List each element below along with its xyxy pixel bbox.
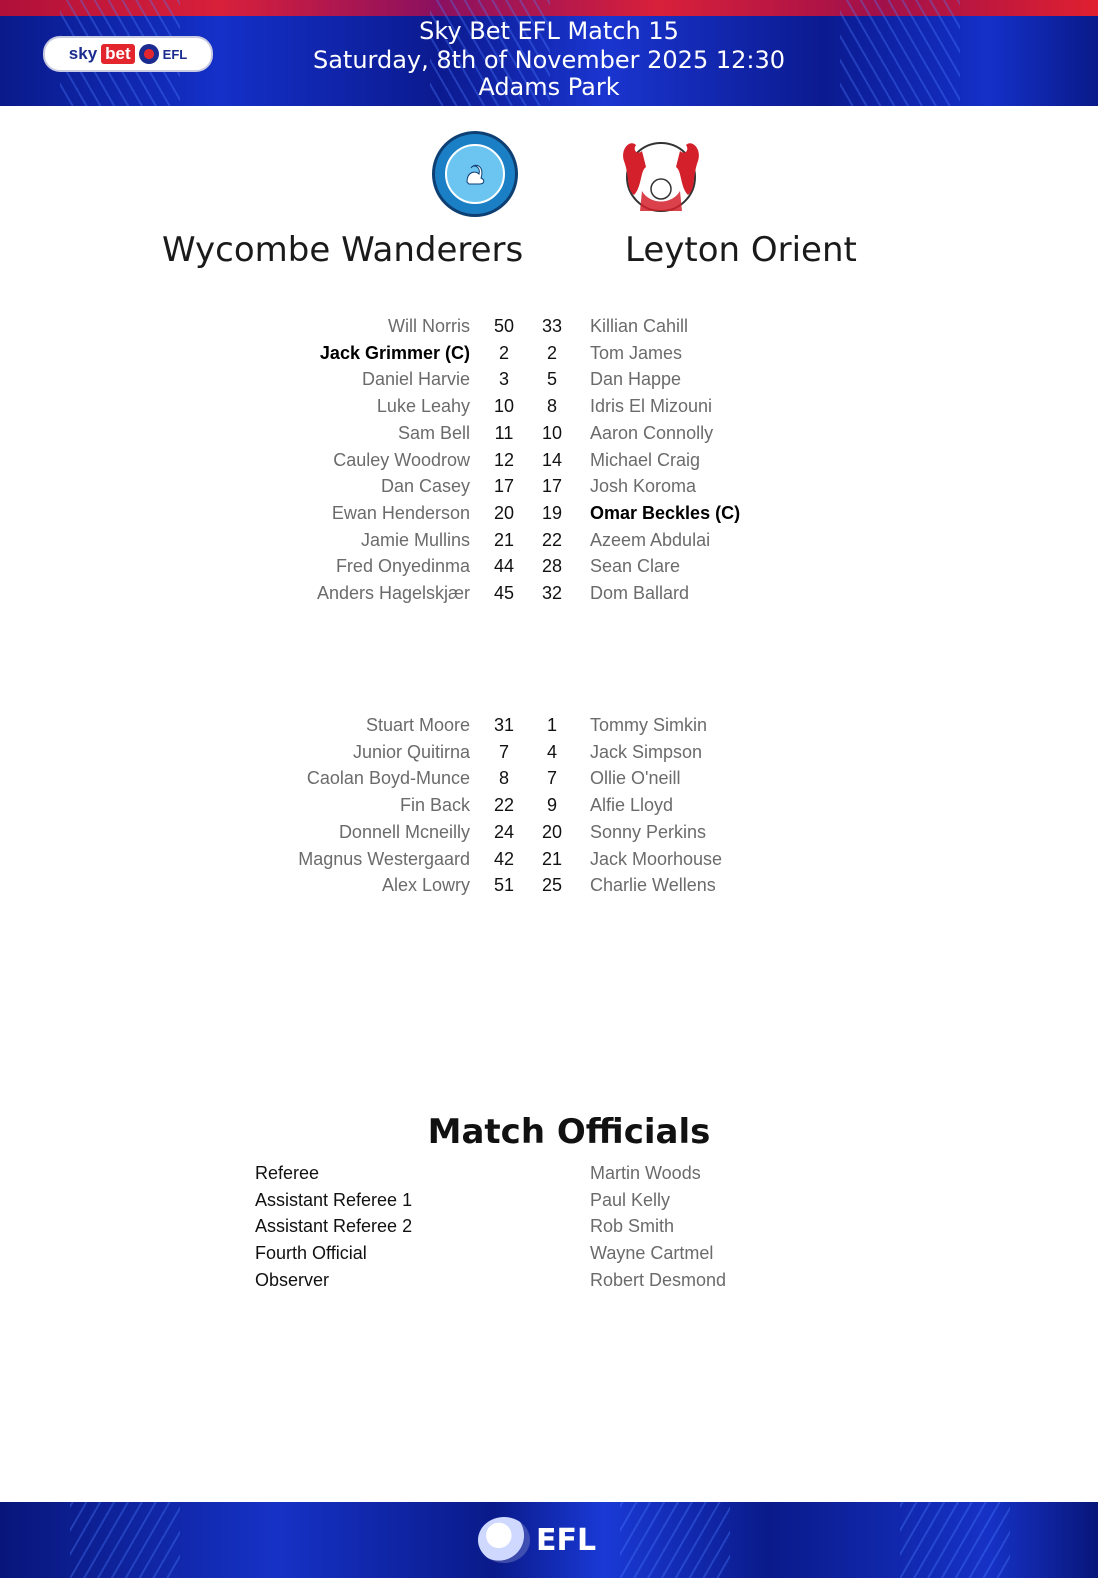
home-player-name: Dan Casey xyxy=(380,476,470,497)
away-player-name: Omar Beckles (C) xyxy=(590,502,741,523)
home-player-name: Jack Grimmer (C) xyxy=(319,342,470,363)
away-player-number: 9 xyxy=(546,795,557,816)
away-player-number: 25 xyxy=(541,875,563,896)
away-player-name: Dan Happe xyxy=(590,369,682,390)
official-row xyxy=(0,1213,1098,1239)
away-player-name: Michael Craig xyxy=(590,449,701,470)
official-role: Fourth Official xyxy=(255,1243,367,1264)
away-player-name: Charlie Wellens xyxy=(590,875,716,896)
home-player-name: Alex Lowry xyxy=(381,875,470,896)
home-player-number: 21 xyxy=(493,529,515,550)
official-name: Paul Kelly xyxy=(590,1189,671,1210)
away-player-name: Ollie O'neill xyxy=(590,768,681,789)
swan-icon xyxy=(445,144,505,204)
away-player-name: Josh Koroma xyxy=(590,476,697,497)
away-team-name: Leyton Orient xyxy=(625,230,857,270)
home-player-name: Cauley Woodrow xyxy=(333,449,470,470)
official-name: Wayne Cartmel xyxy=(590,1243,714,1264)
away-player-number: 2 xyxy=(546,342,557,363)
home-player-name: Jamie Mullins xyxy=(360,529,470,550)
home-player-name: Daniel Harvie xyxy=(361,369,470,390)
lineup-row xyxy=(0,393,1098,419)
lineup-row xyxy=(0,819,1098,845)
lineup-row xyxy=(0,500,1098,526)
sponsor-efl-text: EFL xyxy=(162,46,188,62)
away-player-number: 32 xyxy=(541,583,563,603)
home-player-name: Stuart Moore xyxy=(365,715,470,735)
sponsor-bet-text: bet xyxy=(101,44,135,64)
leyton-orient-crest-icon xyxy=(616,131,706,219)
home-player-name: Luke Leahy xyxy=(376,396,470,417)
home-player-number: 7 xyxy=(498,741,509,762)
official-role: Assistant Referee 2 xyxy=(255,1216,413,1237)
away-player-number: 22 xyxy=(541,529,563,550)
match-venue: Adams Park xyxy=(478,73,620,101)
home-player-name: Magnus Westergaard xyxy=(298,848,470,869)
home-player-number: 17 xyxy=(493,476,515,497)
efl-ball-icon xyxy=(139,44,159,64)
home-player-name: Caolan Boyd-Munce xyxy=(306,768,470,789)
lineup-row xyxy=(0,580,1098,606)
wycombe-crest-icon xyxy=(432,131,518,217)
footer-decoration xyxy=(70,1502,180,1578)
home-player-name: Junior Quitirna xyxy=(352,741,470,762)
home-player-name: Fred Onyedinma xyxy=(335,556,470,577)
official-row xyxy=(0,1240,1098,1266)
lineup-row xyxy=(0,846,1098,872)
home-player-number: 44 xyxy=(493,556,515,577)
lineup-row xyxy=(0,366,1098,392)
home-player-number: 24 xyxy=(493,821,515,842)
home-player-number: 50 xyxy=(493,316,515,336)
lineup-row xyxy=(0,739,1098,765)
away-player-number: 17 xyxy=(541,476,563,497)
home-player-name: Donnell Mcneilly xyxy=(338,821,470,842)
official-role: Referee xyxy=(255,1163,320,1183)
efl-logo-icon xyxy=(478,1515,596,1565)
away-player-number: 4 xyxy=(546,741,557,762)
away-player-name: Tommy Simkin xyxy=(590,715,708,735)
official-row xyxy=(0,1267,1098,1293)
official-role: Observer xyxy=(255,1269,330,1290)
away-player-name: Idris El Mizouni xyxy=(590,396,713,417)
sponsor-logo xyxy=(43,36,213,72)
home-player-number: 12 xyxy=(493,449,515,470)
footer-decoration xyxy=(900,1502,1010,1578)
away-player-number: 28 xyxy=(541,556,563,577)
efl-ball-icon xyxy=(478,1517,530,1563)
lineup-row xyxy=(0,765,1098,791)
official-row xyxy=(0,1160,1098,1186)
away-player-number: 1 xyxy=(546,715,557,735)
away-player-number: 14 xyxy=(541,449,563,470)
official-row xyxy=(0,1187,1098,1213)
away-player-number: 10 xyxy=(541,422,563,443)
home-player-name: Will Norris xyxy=(388,316,470,336)
home-player-number: 45 xyxy=(493,583,515,603)
lineup-row xyxy=(0,473,1098,499)
lineup-row xyxy=(0,712,1098,738)
away-player-name: Tom James xyxy=(590,342,683,363)
away-player-name: Dom Ballard xyxy=(590,583,690,603)
official-name: Rob Smith xyxy=(590,1216,675,1237)
match-title: Sky Bet EFL Match 15 xyxy=(419,17,679,45)
away-player-name: Killian Cahill xyxy=(590,316,689,336)
officials-heading: Match Officials xyxy=(427,1112,711,1152)
lineup-row xyxy=(0,527,1098,553)
official-role: Assistant Referee 1 xyxy=(255,1189,413,1210)
lineup-row xyxy=(0,792,1098,818)
away-player-number: 20 xyxy=(541,821,563,842)
match-datetime: Saturday, 8th of November 2025 12:30 xyxy=(312,46,786,74)
home-player-number: 20 xyxy=(493,502,515,523)
away-player-number: 7 xyxy=(546,768,557,789)
lineup-row xyxy=(0,447,1098,473)
home-player-number: 22 xyxy=(493,795,515,816)
home-player-number: 31 xyxy=(493,715,515,735)
home-player-name: Fin Back xyxy=(399,795,470,816)
home-player-name: Anders Hagelskjær xyxy=(316,583,470,603)
footer-logo-text: EFL xyxy=(536,1522,597,1558)
lineup-row xyxy=(0,313,1098,339)
home-player-number: 10 xyxy=(493,396,515,417)
away-player-name: Alfie Lloyd xyxy=(590,795,674,816)
home-player-name: Sam Bell xyxy=(397,422,470,443)
away-player-name: Jack Moorhouse xyxy=(590,848,723,869)
away-player-name: Sonny Perkins xyxy=(590,821,707,842)
away-player-number: 21 xyxy=(541,848,563,869)
lineup-row xyxy=(0,420,1098,446)
away-player-name: Aaron Connolly xyxy=(590,422,714,443)
home-team-name: Wycombe Wanderers xyxy=(162,230,524,270)
lineup-row xyxy=(0,340,1098,366)
lineup-row xyxy=(0,872,1098,898)
sponsor-sky-text: sky xyxy=(68,44,98,63)
footer-decoration xyxy=(620,1502,730,1578)
away-player-name: Azeem Abdulai xyxy=(590,529,711,550)
away-player-number: 33 xyxy=(541,316,563,336)
away-player-number: 8 xyxy=(546,396,557,417)
away-player-number: 19 xyxy=(541,502,563,523)
home-player-number: 3 xyxy=(498,369,509,390)
official-name: Martin Woods xyxy=(590,1163,701,1183)
home-player-number: 51 xyxy=(493,875,515,896)
home-player-number: 8 xyxy=(498,768,509,789)
away-player-number: 5 xyxy=(546,369,557,390)
home-player-number: 42 xyxy=(493,848,515,869)
lineup-row xyxy=(0,553,1098,579)
home-player-number: 11 xyxy=(494,422,514,443)
away-player-name: Jack Simpson xyxy=(590,741,703,762)
away-player-name: Sean Clare xyxy=(590,556,681,577)
home-player-name: Ewan Henderson xyxy=(331,502,470,523)
official-name: Robert Desmond xyxy=(590,1269,727,1290)
home-player-number: 2 xyxy=(498,342,509,363)
